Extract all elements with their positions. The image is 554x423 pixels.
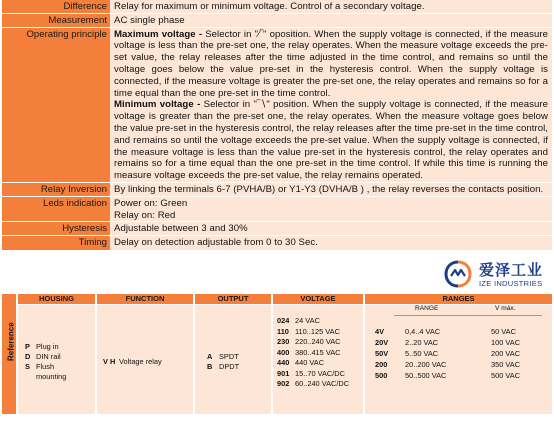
spec-label: Relay Inversion [2,183,110,196]
led-relay: Relay on: Red [114,209,176,221]
spec-row-leds [2,197,552,223]
spec-value: Adjustable between 3 and 30% [110,222,552,235]
housing-cell [18,305,95,414]
spec-value: By linking the terminals 6-7 (PVHA/B) or Y1-Y3 (DVHA/B ) , the relay reverses the contacts position. [110,183,552,196]
housing-label: mounting [36,372,67,381]
housing-label: Flush [36,362,55,371]
voltage-label: 380..415 VAC [295,347,341,357]
range-value: 2..20 VAC [405,338,439,347]
range-vmax: 500 VAC [491,371,521,380]
function-cell [97,305,193,414]
range-vmax: 350 VAC [491,360,521,369]
output-code-a: A [207,352,213,361]
voltage-header: VOLTAGE [273,294,363,304]
range-vmax: 50 VAC [491,327,516,336]
logo-chinese-text: 爱泽工业 [479,261,544,279]
spec-value: AC single phase [110,14,552,27]
housing-label: DIN rail [36,352,61,361]
voltage-code: 110 [277,326,289,336]
range-vmax: 200 VAC [491,349,521,358]
function-header: FUNCTION [97,294,193,304]
voltage-label: 110..125 VAC [295,326,340,336]
ranges-header: RANGES [365,294,552,304]
voltage-cell [273,305,363,414]
function-label: Voltage relay [119,357,162,366]
housing-header: HOUSING [18,294,95,304]
voltage-code: 400 [277,347,290,357]
ranges-divider [394,315,542,316]
spec-label: Hysteresis [2,222,110,235]
range-value: 5..50 VAC [405,349,439,358]
voltage-label: 440 VAC [295,358,325,367]
spec-row-relay-inversion [2,183,552,197]
spec-value [110,197,552,222]
min-voltage-title: Minimum voltage - [114,99,201,111]
housing-label: Plug in [36,342,59,351]
max-voltage-text: Selector in "∕‾" oposition. When the supply voltage is connected, if the measure voltage is less than the pre-set one, the relay operates. When the measure voltage exceeds the pre-set value, the relay releases after the time adjusted in the time control, and remains so until the voltage goes below the value pre-set in the hysteresis control. When the supply voltage is connected, if the measure voltage is greater the pre-set one, the relay operates and remains so for a time equal than the one pre-set in the time control. [114,28,548,99]
output-label: DPDT [219,362,240,371]
spec-label: Timing [2,236,110,250]
range-vmax: 100 VAC [491,338,521,347]
max-voltage-paragraph [114,29,548,100]
spec-label: Difference [2,0,110,13]
led-power: Power on: Green [114,197,188,209]
housing-code-s: S [25,362,30,371]
spec-row-operating-principle [2,28,552,183]
range-code: 200 [375,360,388,369]
reference-side-label [2,294,16,414]
range-value: 20..200 VAC [405,360,447,369]
voltage-label: 15..70 VAC/DC [295,368,345,378]
voltage-code: 901 [277,368,290,378]
ranges-cell [365,305,552,414]
spec-row-difference [2,0,552,14]
spec-label: Operating principle [2,28,110,182]
spec-value: Delay on detection adjustable from 0 to 30 Sec. [110,236,552,250]
range-code: 500 [375,371,388,380]
voltage-label: 220..240 VAC [295,337,341,346]
voltage-code: 230 [277,337,290,346]
range-code: 20V [375,338,389,347]
function-code: V H [103,357,116,366]
range-subheader: RANGE [415,305,439,312]
spec-label: Leds indication [2,197,110,222]
logo-mark-icon [443,260,473,288]
range-value: 0,4..4 VAC [405,327,441,336]
spec-row-hysteresis [2,222,552,236]
output-code-b: B [207,362,213,371]
voltage-code: 024 [277,316,290,325]
spec-value: Relay for maximum or minimum voltage. Control of a secondary voltage. [110,0,552,13]
reference-side-text: Reference [6,322,16,361]
output-header: OUTPUT [195,294,271,304]
spec-row-measurement [2,14,552,28]
max-voltage-title: Maximum voltage - [114,28,203,40]
min-voltage-text: Selector in "‾∖" position. When the supply voltage is connected, if the measure voltage is greater than the pre-set one, the relay operates. When the measure voltage goes below the value pre-set in the hysteresis control, the relay releases after the time pre-set in the time control, and remains so until the voltage exceeds the pre-set value. When the supply voltage is connected, if the measure voltage is less than the value pre-set in the hysteresis control, the relay operates and remains so for a time equal than the one pre-set in the time control. If while this time is running the measure voltage exceeds the pre-set value, the relay remains operated. [114,99,548,182]
company-logo [443,258,553,292]
reference-table [2,294,552,414]
voltage-code: 902 [277,379,290,388]
spec-label: Measurement [2,14,110,27]
spec-value [110,28,552,182]
vmax-subheader: V máx. [495,305,516,312]
min-voltage-paragraph [114,99,548,182]
range-code: 4V [375,327,385,336]
output-cell [195,305,271,414]
spec-row-timing [2,236,552,251]
voltage-code: 440 [277,358,290,367]
spec-table [2,0,552,251]
housing-code-d: D [25,352,31,361]
range-code: 50V [375,349,389,358]
logo-english-text: IZE INDUSTRIES [479,279,543,288]
range-value: 50..500 VAC [405,371,447,380]
voltage-label: 24 VAC [295,316,320,325]
output-label: SPDT [219,352,239,361]
housing-code-p: P [25,342,30,351]
voltage-label: 60..240 VAC/DC [295,379,350,388]
